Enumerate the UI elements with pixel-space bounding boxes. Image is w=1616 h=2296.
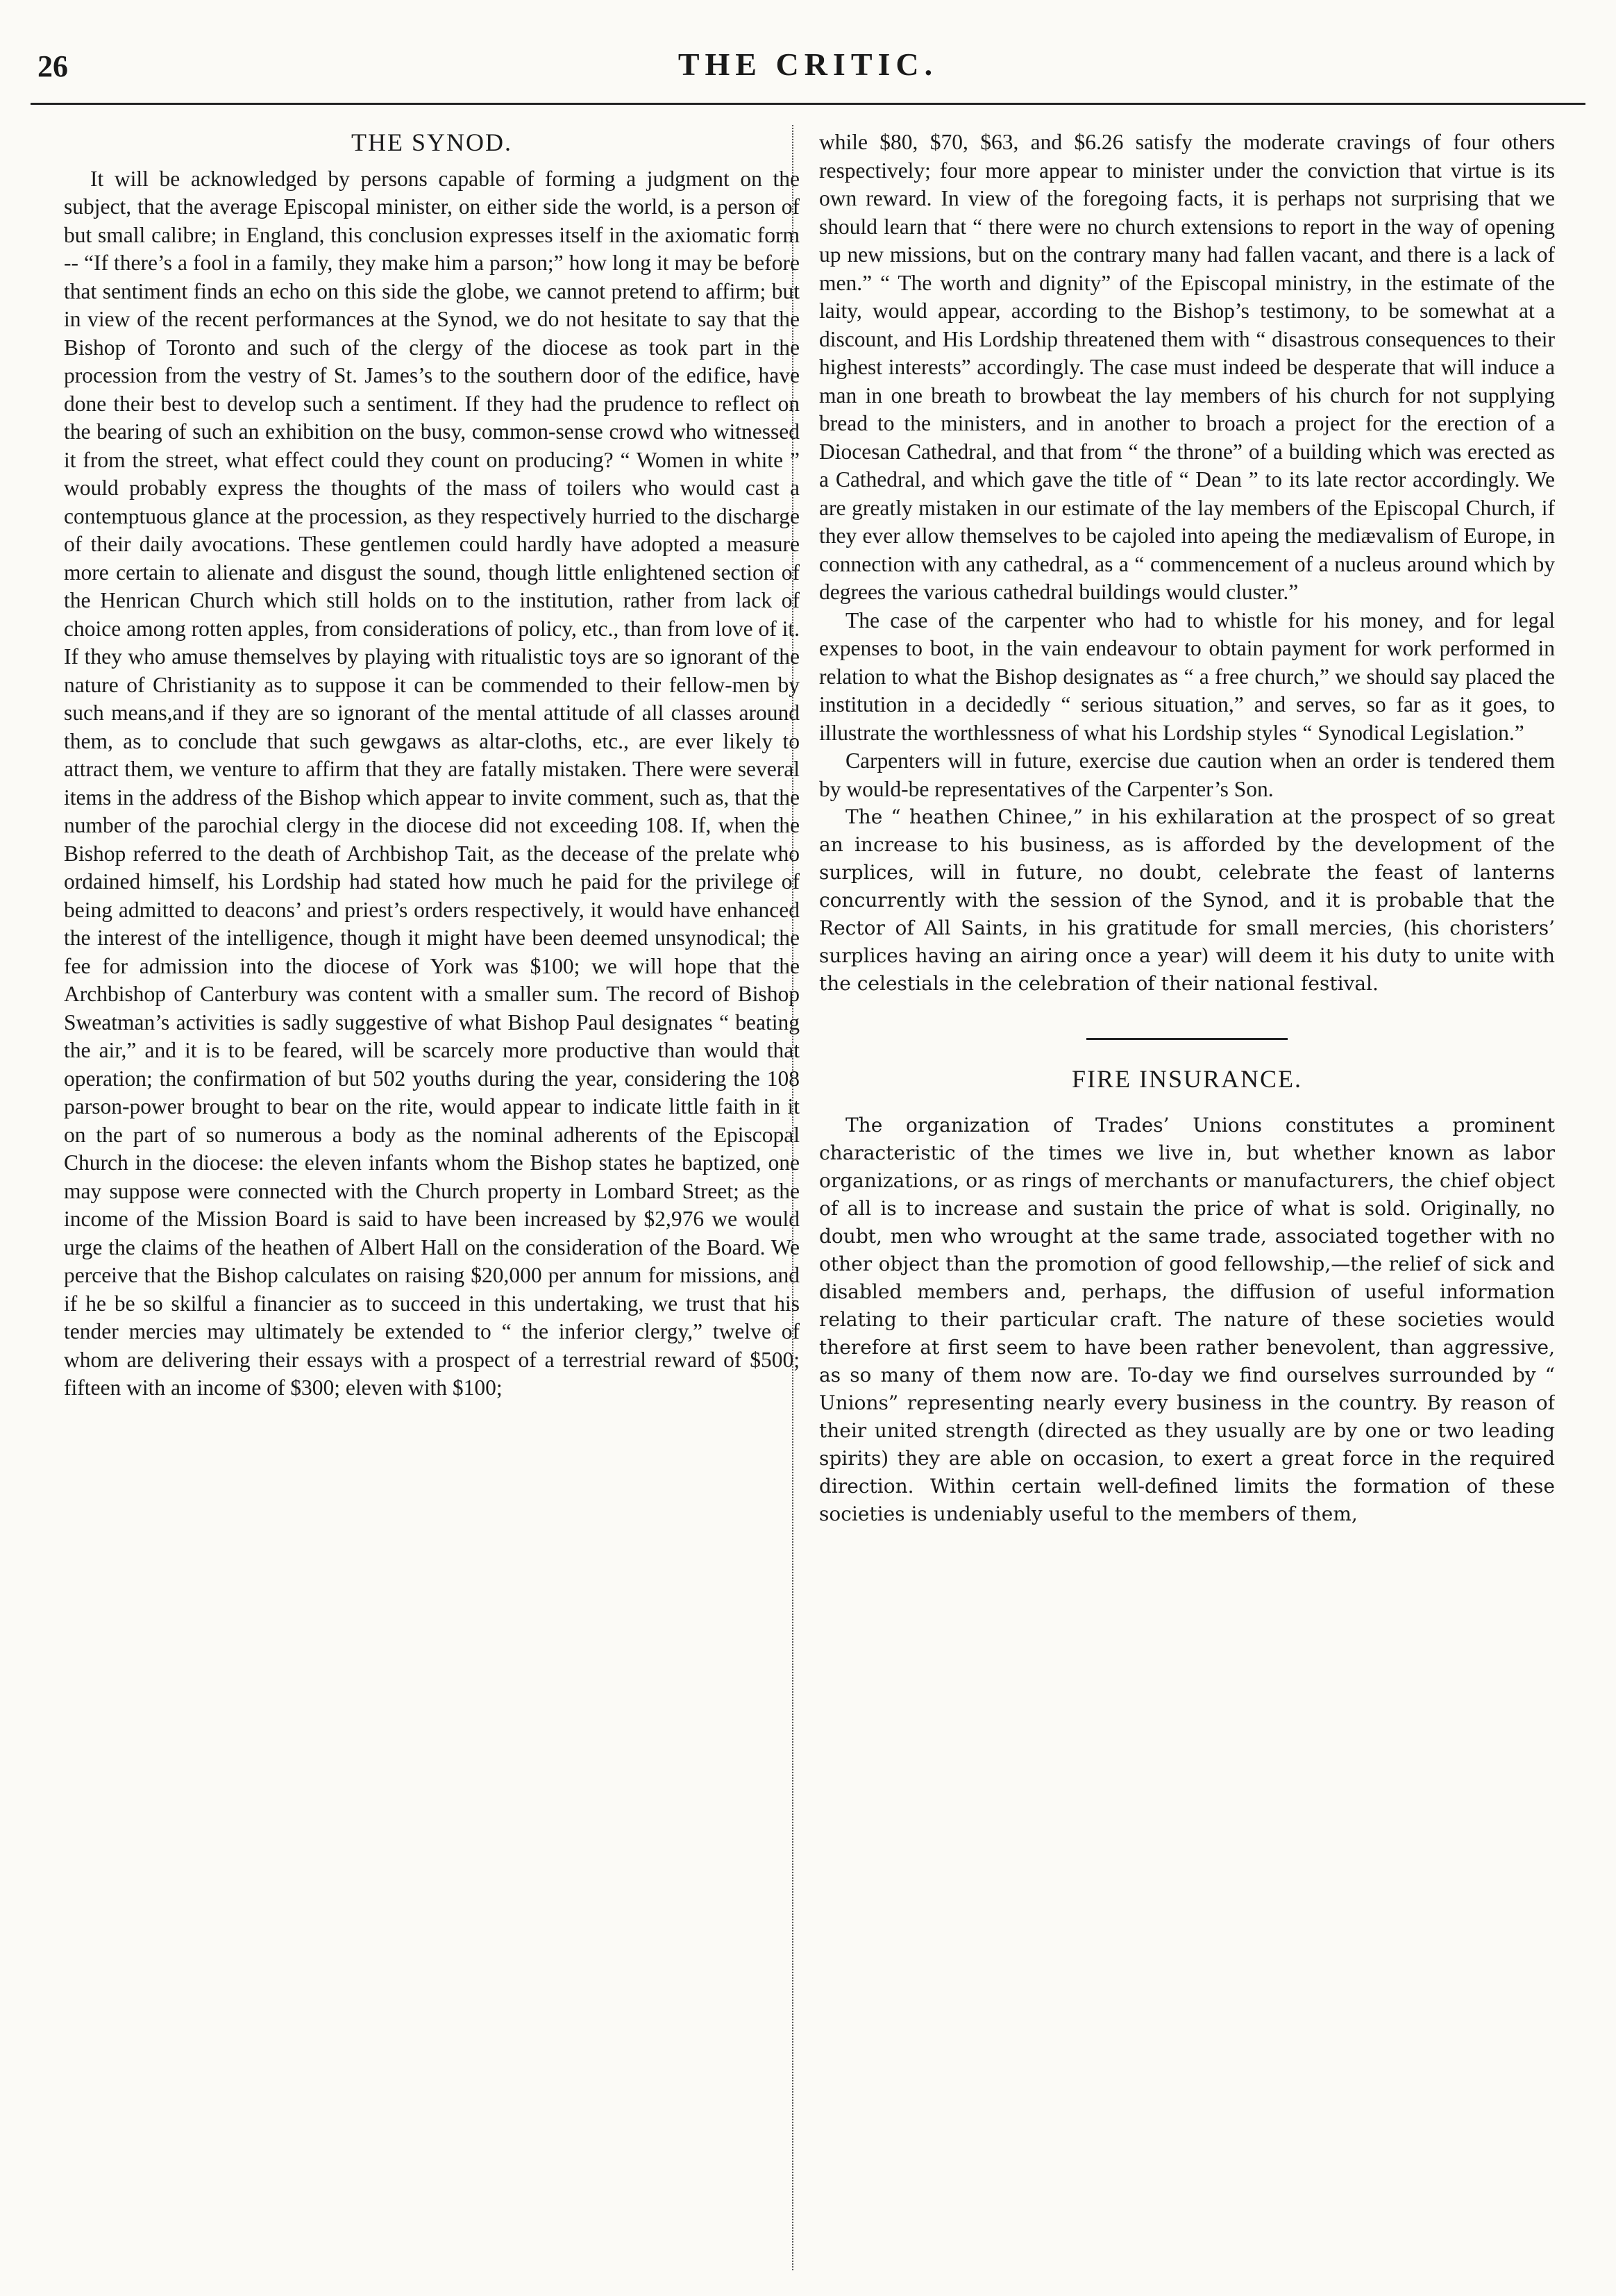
synod-title: THE SYNOD.	[351, 128, 512, 156]
synod-paragraph: It will be acknowledged by persons capable of forming a judgment on the subject, that the average Episcopal minister, on either side the world, is a person of but small calibre; in England, this conclusion expresses itself in the axiomatic form -- “If there’s a fool in a family, they make him a parson;” how long it may be before that sentiment finds an echo on this side the globe, we cannot pretend to affirm; but in view of the recent performances at the Synod, we do not hesitate to say that the Bishop of Toronto and such of the clergy of the diocese as took part in the procession from the vestry of St. James’s to the southern door of the edifice, have done their best to develop such a sentiment. If they had the prudence to reflect on the bearing of such an exhibition on the busy, common-sense crowd who witnessed it from the street, what effect could they count on producing? “ Women in white ” would probably express the thoughts of the mass of toilers who would cast a contemptuous glance at the procession, as they respectively hurried to the discharge of their daily avocations. These gentlemen could hardly have adopted a measure more certain to alienate and disgust the sound, though little enlightened section of the Henrican Church which still holds on to the institution, rather from lack of choice among rotten apples, from considerations of policy, etc., than from love of it. If they who amuse themselves by playing with ritualistic toys are so ignorant of the nature of Christianity as to suppose it can be commended to their fellow-men by such means,and if they are so ignorant of the mental attitude of all classes around them, as to conclude that such gewgaws as altar-cloths, etc., are ever likely to attract them, we venture to affirm that they are fatally mistaken. There were several items in the address of the Bishop which appear to invite comment, such as, that the number of the parochial clergy in the diocese did not exceeding 108. If, when the Bishop referred to the death of Archbishop Tait, as the decease of the prelate who ordained himself, his Lordship had stated how much he paid for the privilege of being admitted to deacons’ and priest’s orders respectively, it would have enhanced the interest of the intelligence, though it might have been deemed unsynodical; the fee for admission into the diocese of York was $100; we will hope that the Archbishop of Canterbury was content with a smaller sum. The record of Bishop Sweatman’s activities is sadly suggestive of what Bishop Paul designates “ beating the air,” and it is to be feared, will be scarcely more productive than would that operation; the confirmation of but 502 youths during the year, considering the 108 parson-power brought to bear on the rite, would appear to indicate little faith in it on the part of so numerous a body as the nominal adherents of the Episcopal Church in the diocese: the eleven infants whom the Bishop states he baptized, one may suppose were connected with the Church property in Lombard Street; as the income of the Mission Board is said to have been increased by $2,976 we would urge the claims of the heathen of Albert Hall on the consideration of the Board. We perceive that the Bishop calculates on raising $20,000 per annum for missions, and if he be so skilful a financier as to succeed in this undertaking, we trust that his tender mercies may ultimately be extended to “ the inferior clergy,” twelve of whom are delivering their essays with a prospect of a terrestrial reward of $500; fifteen with an income of $300; eleven with $100;	[64, 166, 800, 1400]
left-column	[64, 128, 800, 2267]
fire-insurance-paragraph: The organization of Trades’ Unions constitutes a prominent characteristic of the times we live in, but whether known as labor organizations, or as rings of merchants or manufacturers, the chief object of all is to increase and sustain the price of what is sold. Originally, no doubt, men who wrought at the same trade, associated together with no other object than the promotion of good fellowship,—the relief of sick and disabled members and, perhaps, the diffusion of useful information relating to their particular craft. The nature of these societies would therefore at first seem to have been rather benevolent, than aggressive, as so many of them now are. To-day we find ourselves surrounded by “ Unions” representing nearly every business in the country. By reason of their united strength (directed as they usually are by one or two leading spirits) they are able on occasion, to exert a great force in the required direction. Within certain well-defined limits the formation of these societies is undeniably useful to the members of them,	[819, 1113, 1555, 1525]
synod-paragraph: The “ heathen Chinee,” in his exhilaration at the prospect of so great an increase to his business, as is afforded by the development of the surplices, will in future, no doubt, celebrate the feast of lanterns concurrently with the session of the Synod, and it is probable that the Rector of All Saints, in his gratitude for small mercies, (his choristers’ surplices having an airing once a year) will deem it his duty to unite with the celestials in the celebration of their national festival.	[819, 805, 1555, 995]
right-column	[819, 128, 1555, 2267]
journal-title: THE CRITIC.	[677, 47, 939, 82]
synod-paragraph: while $80, $70, $63, and $6.26 satisfy the moderate cravings of four others respectively; four more appear to minister under the conviction that virtue is its own reward. In view of the foregoing facts, it is perhaps not surprising that we should learn that “ there were no church extensions to report in the way of opening up new missions, but on the contrary many had fallen vacant, and there is a lack of men.” “ The worth and dignity” of the Episcopal ministry, in the estimate of the laity, would appear, according to the Bishop’s testimony, to be somewhat at a discount, and His Lordship threatened them with “ disastrous consequences to their highest interests” accordingly. The case must indeed be desperate that will induce a man in one breath to browbeat the lay members of his church for not supplying bread to the ministers, and in another to broach a project for the erection of a Diocesan Cathedral, and that from “ the throne” of a building which was erected as a Cathedral, and which gave the title of “ Dean ” to its late rector accordingly. We are greatly mistaken in our estimate of the lay members of the Episcopal Church, if they ever allow themselves to be cajoled into apeing the mediævalism of Europe, in connection with any cathedral, as a “ commencement of a nucleus around which by degrees the various cathedral buildings would cluster.”	[819, 130, 1555, 604]
page-header	[31, 28, 1585, 111]
page-number: 26	[37, 49, 68, 83]
synod-paragraph: The case of the carpenter who had to whistle for his money, and for legal expenses to boot, in the vain endeavour to obtain payment for work performed in relation to what the Bishop designates as “ a free church,” we should say placed the institution in a decidedly “ serious situation,” and serves, so far as it goes, to illustrate the worthlessness of what his Lordship styles “ Synodical Legislation.”	[819, 607, 1555, 745]
header-rule	[31, 103, 1585, 105]
section-divider	[1086, 1038, 1288, 1040]
synod-paragraph: Carpenters will in future, exercise due caution when an order is tendered them by would-be representatives of the Carpenter’s Son.	[819, 748, 1555, 801]
fire-insurance-title: FIRE INSURANCE.	[1071, 1065, 1303, 1093]
